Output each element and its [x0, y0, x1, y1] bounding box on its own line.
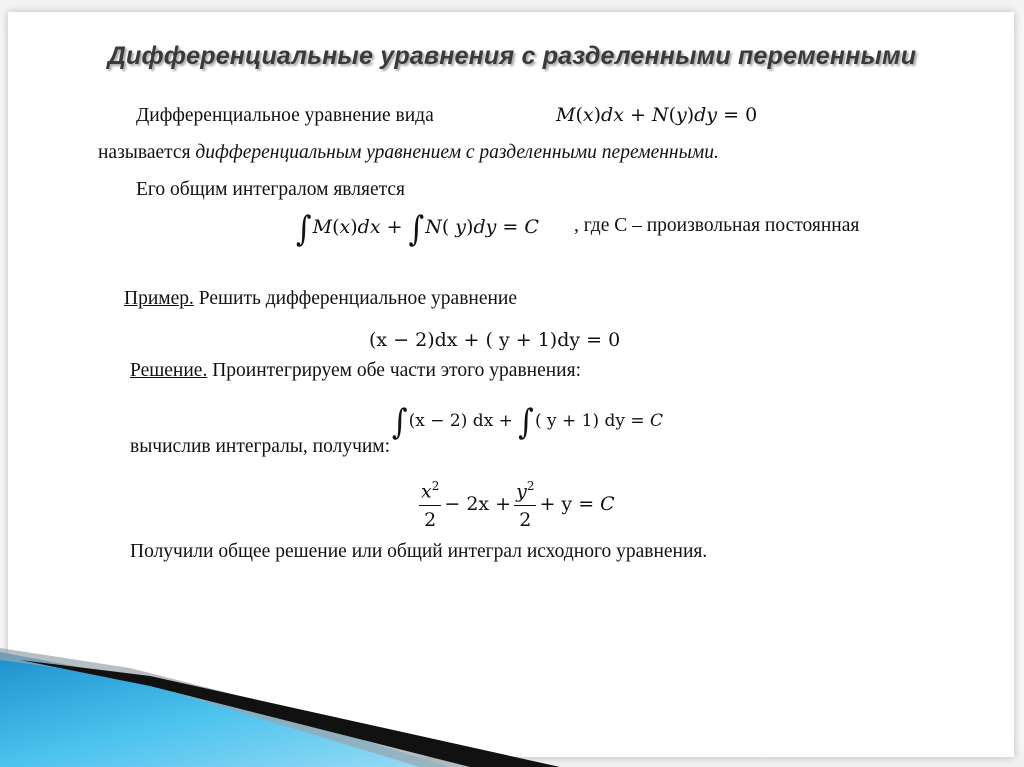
computed-text: вычислив интегралы, получим:: [130, 436, 391, 457]
conclusion-text: Получили общее решение или общий интеграл исходного уравнения.: [130, 541, 708, 562]
intro-equation: M(x)dx + N(y)dy = 0: [556, 104, 758, 126]
called-text: называется: [98, 142, 191, 163]
result-equation: $\frac{x^2}{2}$ − 2x + $\frac{y^2}{2}$ + y = C: [421, 479, 615, 532]
example-text: Решить дифференциальное уравнение: [198, 288, 518, 309]
example-line: [124, 289, 517, 309]
fraction-x-squared: $\frac{x^2}{2}$: [421, 479, 440, 532]
integral-equation: ∫(x − 2) dx + ∫( y + 1) dy = C: [392, 402, 664, 443]
solution-text: Проинтегрируем обе части этого уравнения:: [212, 360, 581, 381]
general-integral-text: Его общим интегралом является: [136, 179, 405, 200]
example-equation: (x − 2)dx + ( y + 1)dy = 0: [369, 329, 621, 351]
general-integral-equation: ∫M(x)dx + ∫N( y)dy = C: [296, 209, 539, 250]
definition-term: дифференциальным уравнением с разделенными переменными.: [195, 142, 719, 163]
solution-line: [130, 361, 581, 381]
solution-label: Решение.: [130, 360, 208, 381]
example-label: Пример.: [124, 288, 194, 309]
fraction-y-squared: $\frac{y^2}{2}$: [516, 479, 535, 532]
intro-text: Дифференциальное уравнение вида: [136, 105, 434, 126]
slide-title: Дифференциальные уравнения с разделенными переменными: [107, 42, 917, 70]
general-integral-note: , где С – произвольная постоянная: [574, 215, 860, 236]
definition-line: [98, 143, 719, 163]
